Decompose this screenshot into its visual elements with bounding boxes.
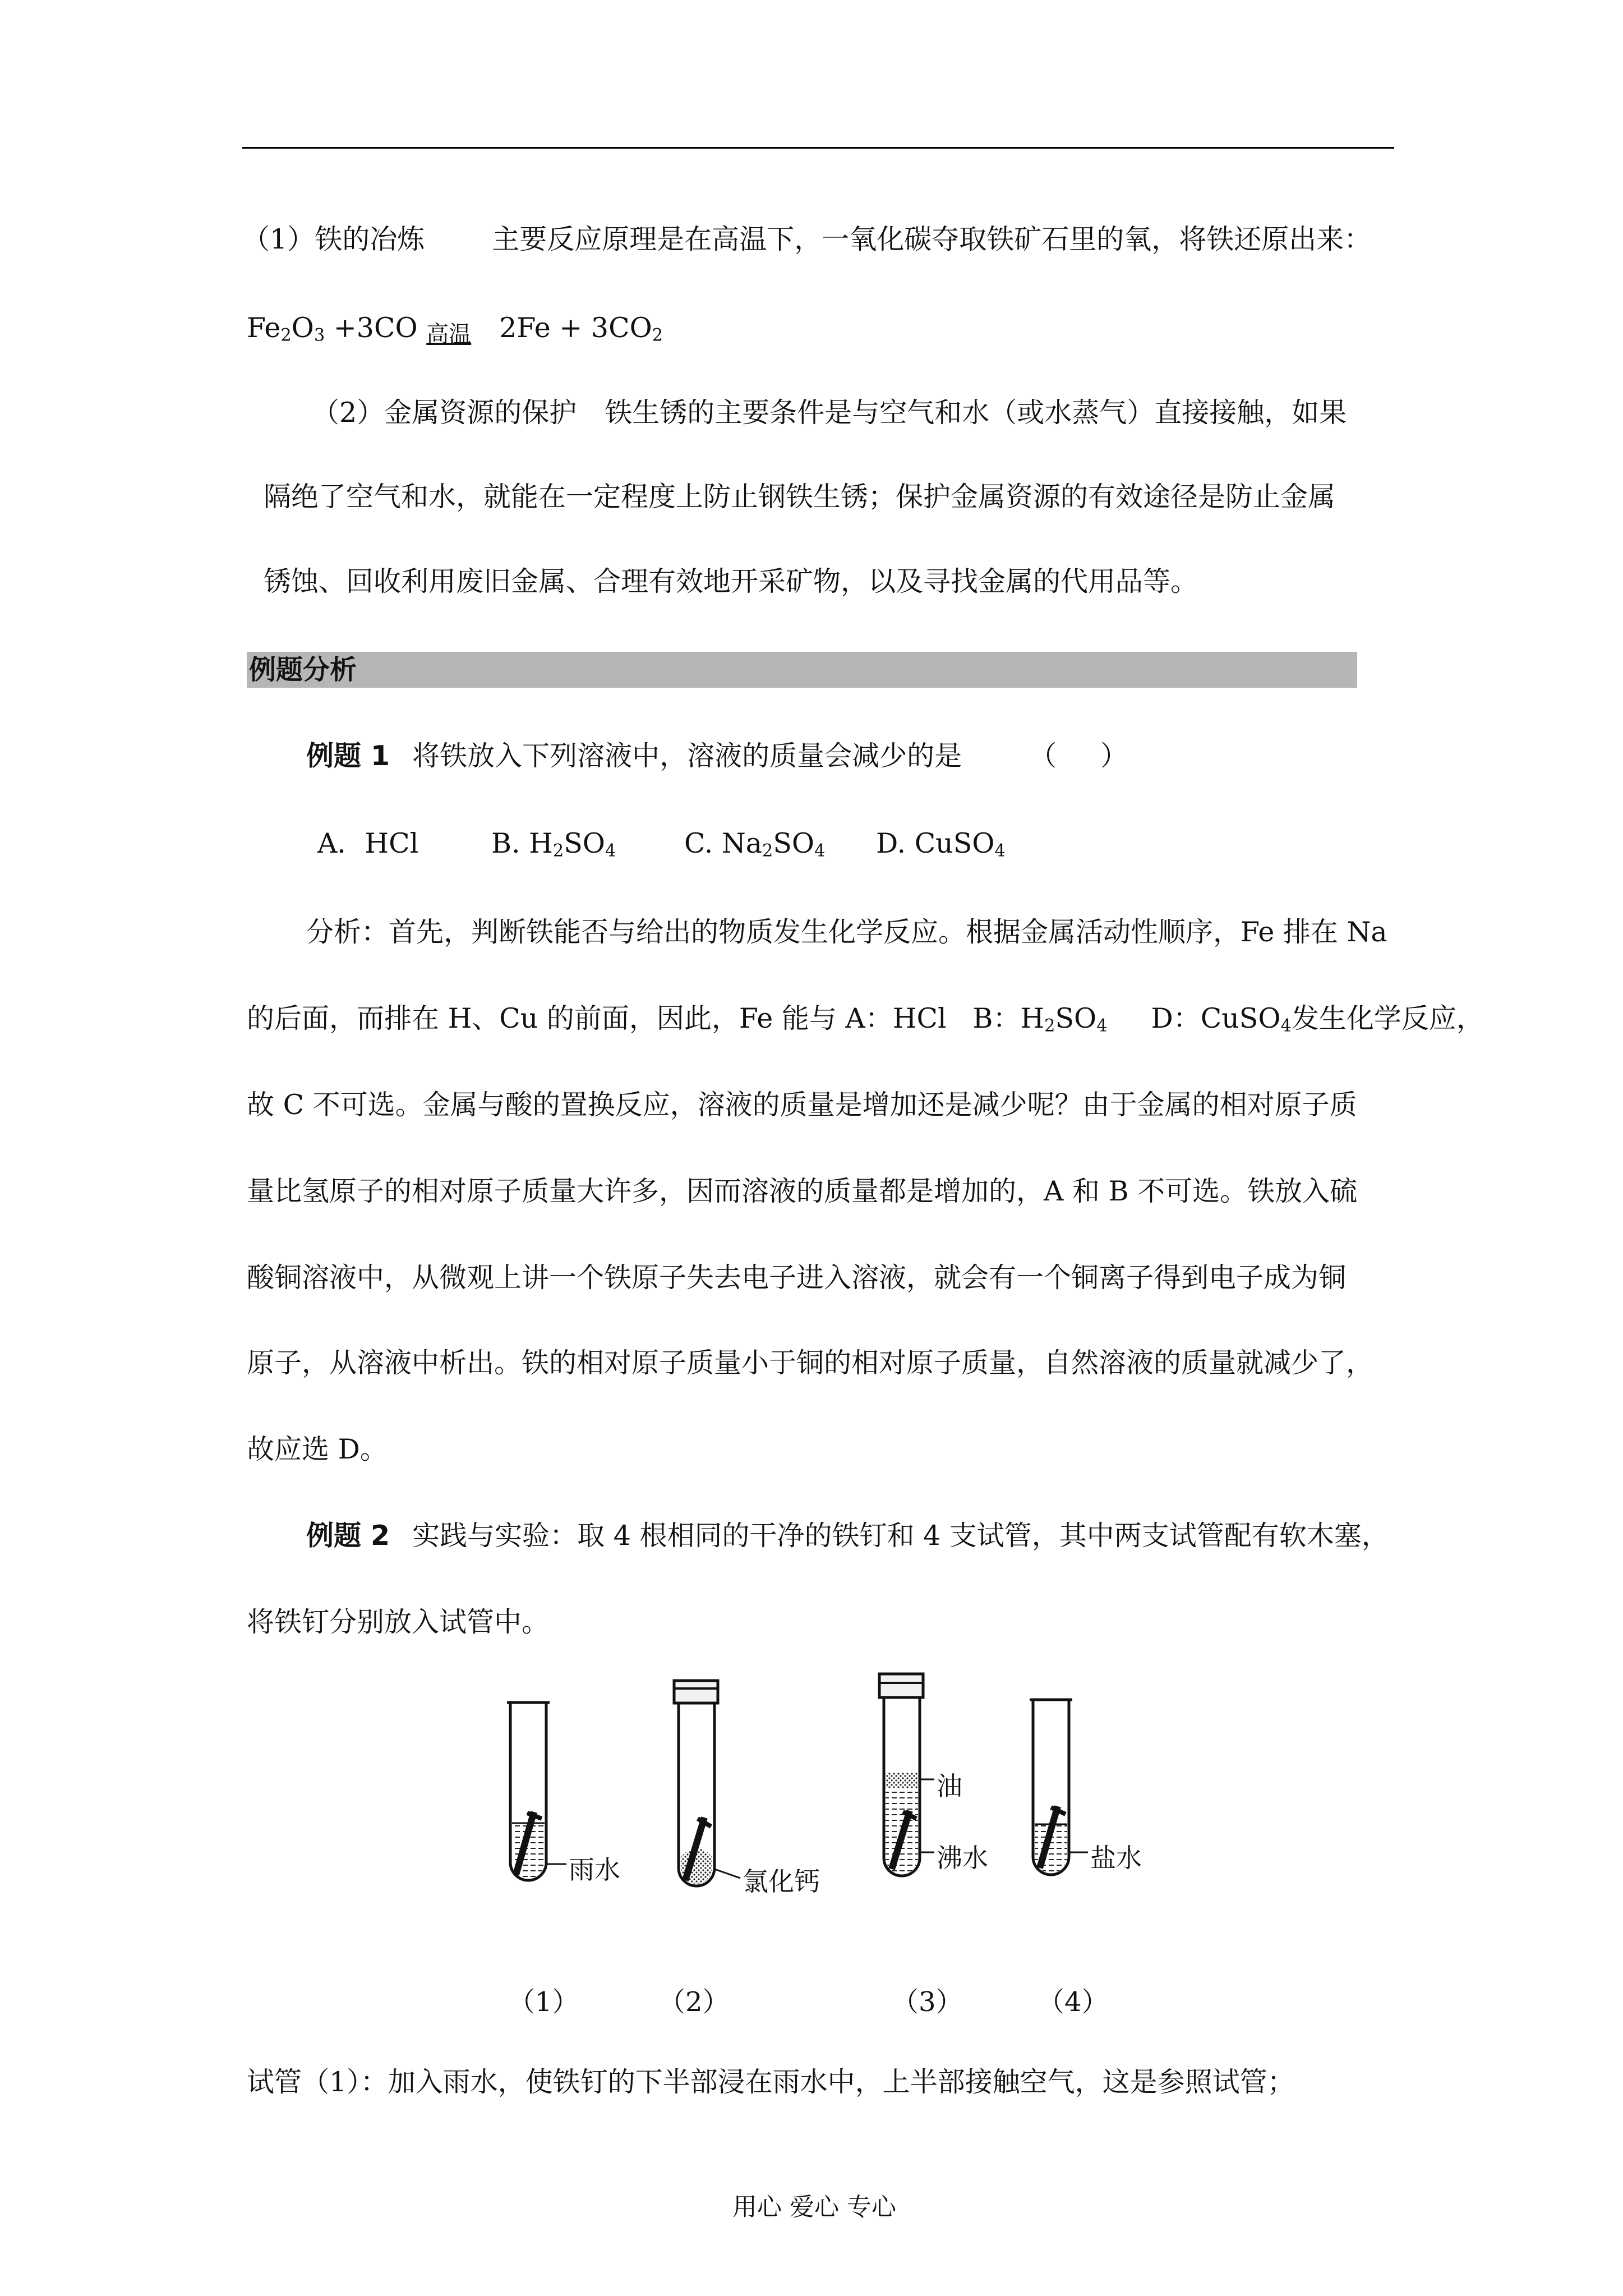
test-tube-2 [674,1681,740,1886]
reaction-condition: 高温 [426,321,472,347]
analysis-line3: 故 C 不可选。金属与酸的置换反应，溶液的质量是增加还是减少呢？由于金属的相对原子质 [247,1089,1357,1121]
caption-1: （1） [508,1986,579,2018]
analysis-line2: 的后面，而排在 H、Cu 的前面，因此，Fe 能与 A：HCl B：$H_2SO_4$ D：CuSO$_4$发生化学反应， [247,1002,1484,1036]
footer-text: 用心 爱心 专心 [732,2193,896,2221]
analysis-line5: 酸铜溶液中，从微观上讲一个铁原子失去电子进入溶液，就会有一个铜离子得到电子成为铜 [247,1262,1347,1294]
example2-line2: 将铁钉分别放入试管中。 [247,1606,550,1638]
analysis-line4: 量比氢原子的相对原子质量大许多，因而溶液的质量都是增加的，A 和 B 不可选。铁放入硫 [247,1175,1358,1207]
example2-label: 例题 2 [306,1520,390,1552]
tube3-label-boiled-water: 沸水 [937,1843,988,1873]
caption-2: （2） [658,1986,730,2018]
test-tube-4 [1030,1700,1088,1875]
section2-number: （2） [312,397,385,429]
analysis-line1: 分析：首先，判断铁能否与给出的物质发生化学反应。根据金属活动性顺序，Fe 排在 Na [306,916,1387,948]
section1-text: 主要反应原理是在高温下，一氧化碳夺取铁矿石里的氧，将铁还原出来： [492,223,1372,255]
section2-line3: 锈蚀、回收利用废旧金属、合理有效地开采矿物，以及寻找金属的代用品等。 [264,565,1198,597]
section2-title: 金属资源的保护 [384,397,577,429]
section-header-bar [247,652,1357,688]
smelting-equation: $Fe_2O_3 +3CO$ 高温 $2Fe + 3CO_2$ [247,312,663,347]
test-tube-figure [460,1672,1133,2008]
tube3-label-oil: 油 [937,1771,962,1801]
answer-bracket: （ ） [1029,740,1128,772]
example2-line1: 例题 2 实践与实验：取 4 根相同的干净的铁钉和 4 支试管，其中两支试管配有软木塞， [306,1520,1389,1552]
header-rule [242,147,1394,149]
caption-4: （4） [1038,1986,1109,2018]
tube4-label: 盐水 [1090,1843,1142,1873]
analysis-line7: 故应选 D。 [247,1433,388,1465]
tube1-label: 雨水 [569,1855,620,1885]
option-d: D. CuSO$_4$ [876,827,1006,861]
caption-3: （3） [892,1986,963,2018]
option-a: A．HCl [317,827,419,859]
option-b: B. $H_2SO_4$ [491,827,616,861]
section2-line1: （2）金属资源的保护 铁生锈的主要条件是与空气和水（或水蒸气）直接接触，如果 [312,397,1347,429]
example1-label: 例题 1 [306,740,390,772]
test-tube-3 [879,1674,934,1876]
section1-title: 铁的冶炼 [315,223,425,255]
section1-line [242,223,1371,256]
section1-number: （1） [242,223,315,255]
option-c: C. $Na_2SO_4$ [684,827,826,861]
test-tube-1 [507,1703,566,1880]
section-header-label: 例题分析 [249,654,357,685]
example1-question: 例题 1 将铁放入下列溶液中，溶液的质量会减少的是 （ ） [306,740,1128,772]
tube1-description: 试管（1）：加入雨水，使铁钉的下半部浸在雨水中，上半部接触空气，这是参照试管； [247,2066,1295,2098]
section2-line2: 隔绝了空气和水，就能在一定程度上防止钢铁生锈；保护金属资源的有效途径是防止金属 [264,481,1336,513]
tube2-label: 氯化钙 [743,1866,820,1897]
analysis-line6: 原子，从溶液中析出。铁的相对原子质量小于铜的相对原子质量，自然溶液的质量就减少了， [247,1347,1374,1379]
